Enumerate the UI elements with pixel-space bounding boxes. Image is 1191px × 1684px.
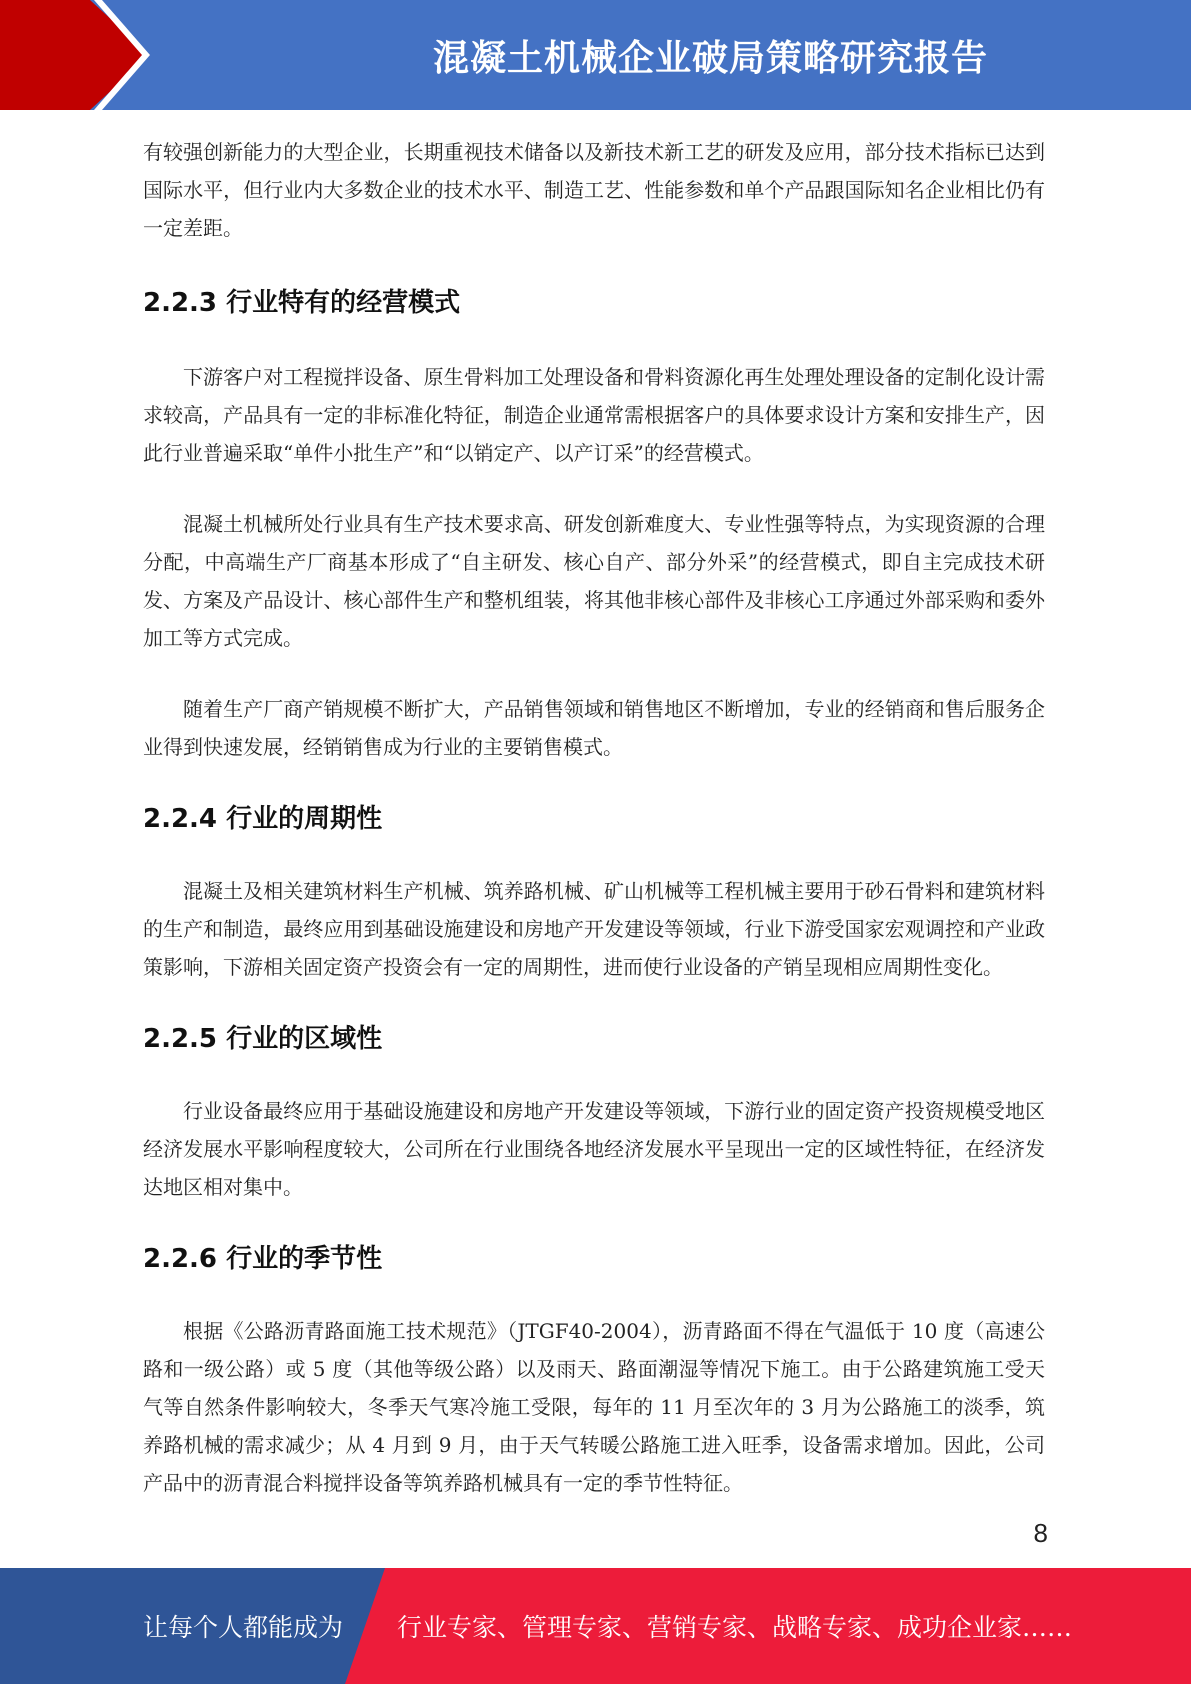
intro-paragraph: 有较强创新能力的大型企业，长期重视技术储备以及新技术新工艺的研发及应用，部分技术指标已达到国际水平，但行业内大多数企业的技术水平、制造工艺、性能参数和单个产品跟国际知名企业相比仍有一定差距。 <box>143 140 1045 240</box>
section-2-2-3-paragraph-1: 下游客户对工程搅拌设备、原生骨料加工处理设备和骨料资源化再生处理处理设备的定制化设计需求较高，产品具有一定的非标准化特征，制造企业通常需根据客户的具体要求设计方案和安排生产，因此行业普遍采取“单件小批生产”和“以销定产、以产订采”的经营模式。 <box>143 365 1045 465</box>
page-header <box>0 0 1191 110</box>
section-2-2-5-paragraph: 行业设备最终应用于基础设施建设和房地产开发建设等领域，下游行业的固定资产投资规模受地区经济发展水平影响程度较大，公司所在行业围绕各地经济发展水平呈现出一定的区域性特征，在经济发达地区相对集中。 <box>143 1099 1045 1199</box>
red-chevron-shape <box>0 0 150 110</box>
section-heading-2-2-5: 2.2.5 行业的区域性 <box>143 1024 383 1054</box>
section-2-2-6-paragraph: 根据《公路沥青路面施工技术规范》（JTGF40-2004），沥青路面不得在气温低于 10 度（高速公路和一级公路）或 5 度（其他等级公路）以及雨天、路面潮湿等情况下施工。由于公路建筑施工受天气等自然条件影响较大，冬季天气寒冷施工受限，每年的 11 月至次年的 3 月为公路施工的淡季，筑养路机械的需求减少；从 4 月到 9 月，由于天气转暖公路施工进入旺季，设备需求增加。因此，公司产品中的沥青混合料搅拌设备等筑养路机械具有一定的季节性特征。 <box>143 1319 1045 1495</box>
section-heading-2-2-3: 2.2.3 行业特有的经营模式 <box>143 288 461 318</box>
section-heading-2-2-6: 2.2.6 行业的季节性 <box>143 1244 383 1274</box>
page-footer <box>0 1568 1191 1684</box>
section-2-2-4-paragraph: 混凝土及相关建筑材料生产机械、筑养路机械、矿山机械等工程机械主要用于砂石骨料和建筑材料的生产和制造，最终应用到基础设施建设和房地产开发建设等领域，行业下游受国家宏观调控和产业政策影响，下游相关固定资产投资会有一定的周期性，进而使行业设备的产销呈现相应周期性变化。 <box>143 879 1045 979</box>
footer-slogan-left: 让每个人都能成为 <box>143 1613 344 1642</box>
header-chevron-decoration <box>0 0 160 110</box>
section-2-2-3-paragraph-2: 混凝土机械所处行业具有生产技术要求高、研发创新难度大、专业性强等特点，为实现资源的合理分配，中高端生产厂商基本形成了“自主研发、核心自产、部分外采”的经营模式，即自主完成技术研发、方案及产品设计、核心部件生产和整机组装，将其他非核心部件及非核心工序通过外部采购和委外加工等方式完成。 <box>143 512 1045 650</box>
page-content <box>143 133 1045 1502</box>
report-title: 混凝土机械企业破局策略研究报告 <box>432 37 988 79</box>
footer-slogan-right: 行业专家、管理专家、营销专家、战略专家、成功企业家…… <box>397 1613 1073 1642</box>
page-number: 8 <box>1033 1518 1048 1548</box>
section-2-2-3-paragraph-3: 随着生产厂商产销规模不断扩大，产品销售领域和销售地区不断增加，专业的经销商和售后服务企业得到快速发展，经销销售成为行业的主要销售模式。 <box>143 697 1045 759</box>
section-heading-2-2-4: 2.2.4 行业的周期性 <box>143 804 383 834</box>
